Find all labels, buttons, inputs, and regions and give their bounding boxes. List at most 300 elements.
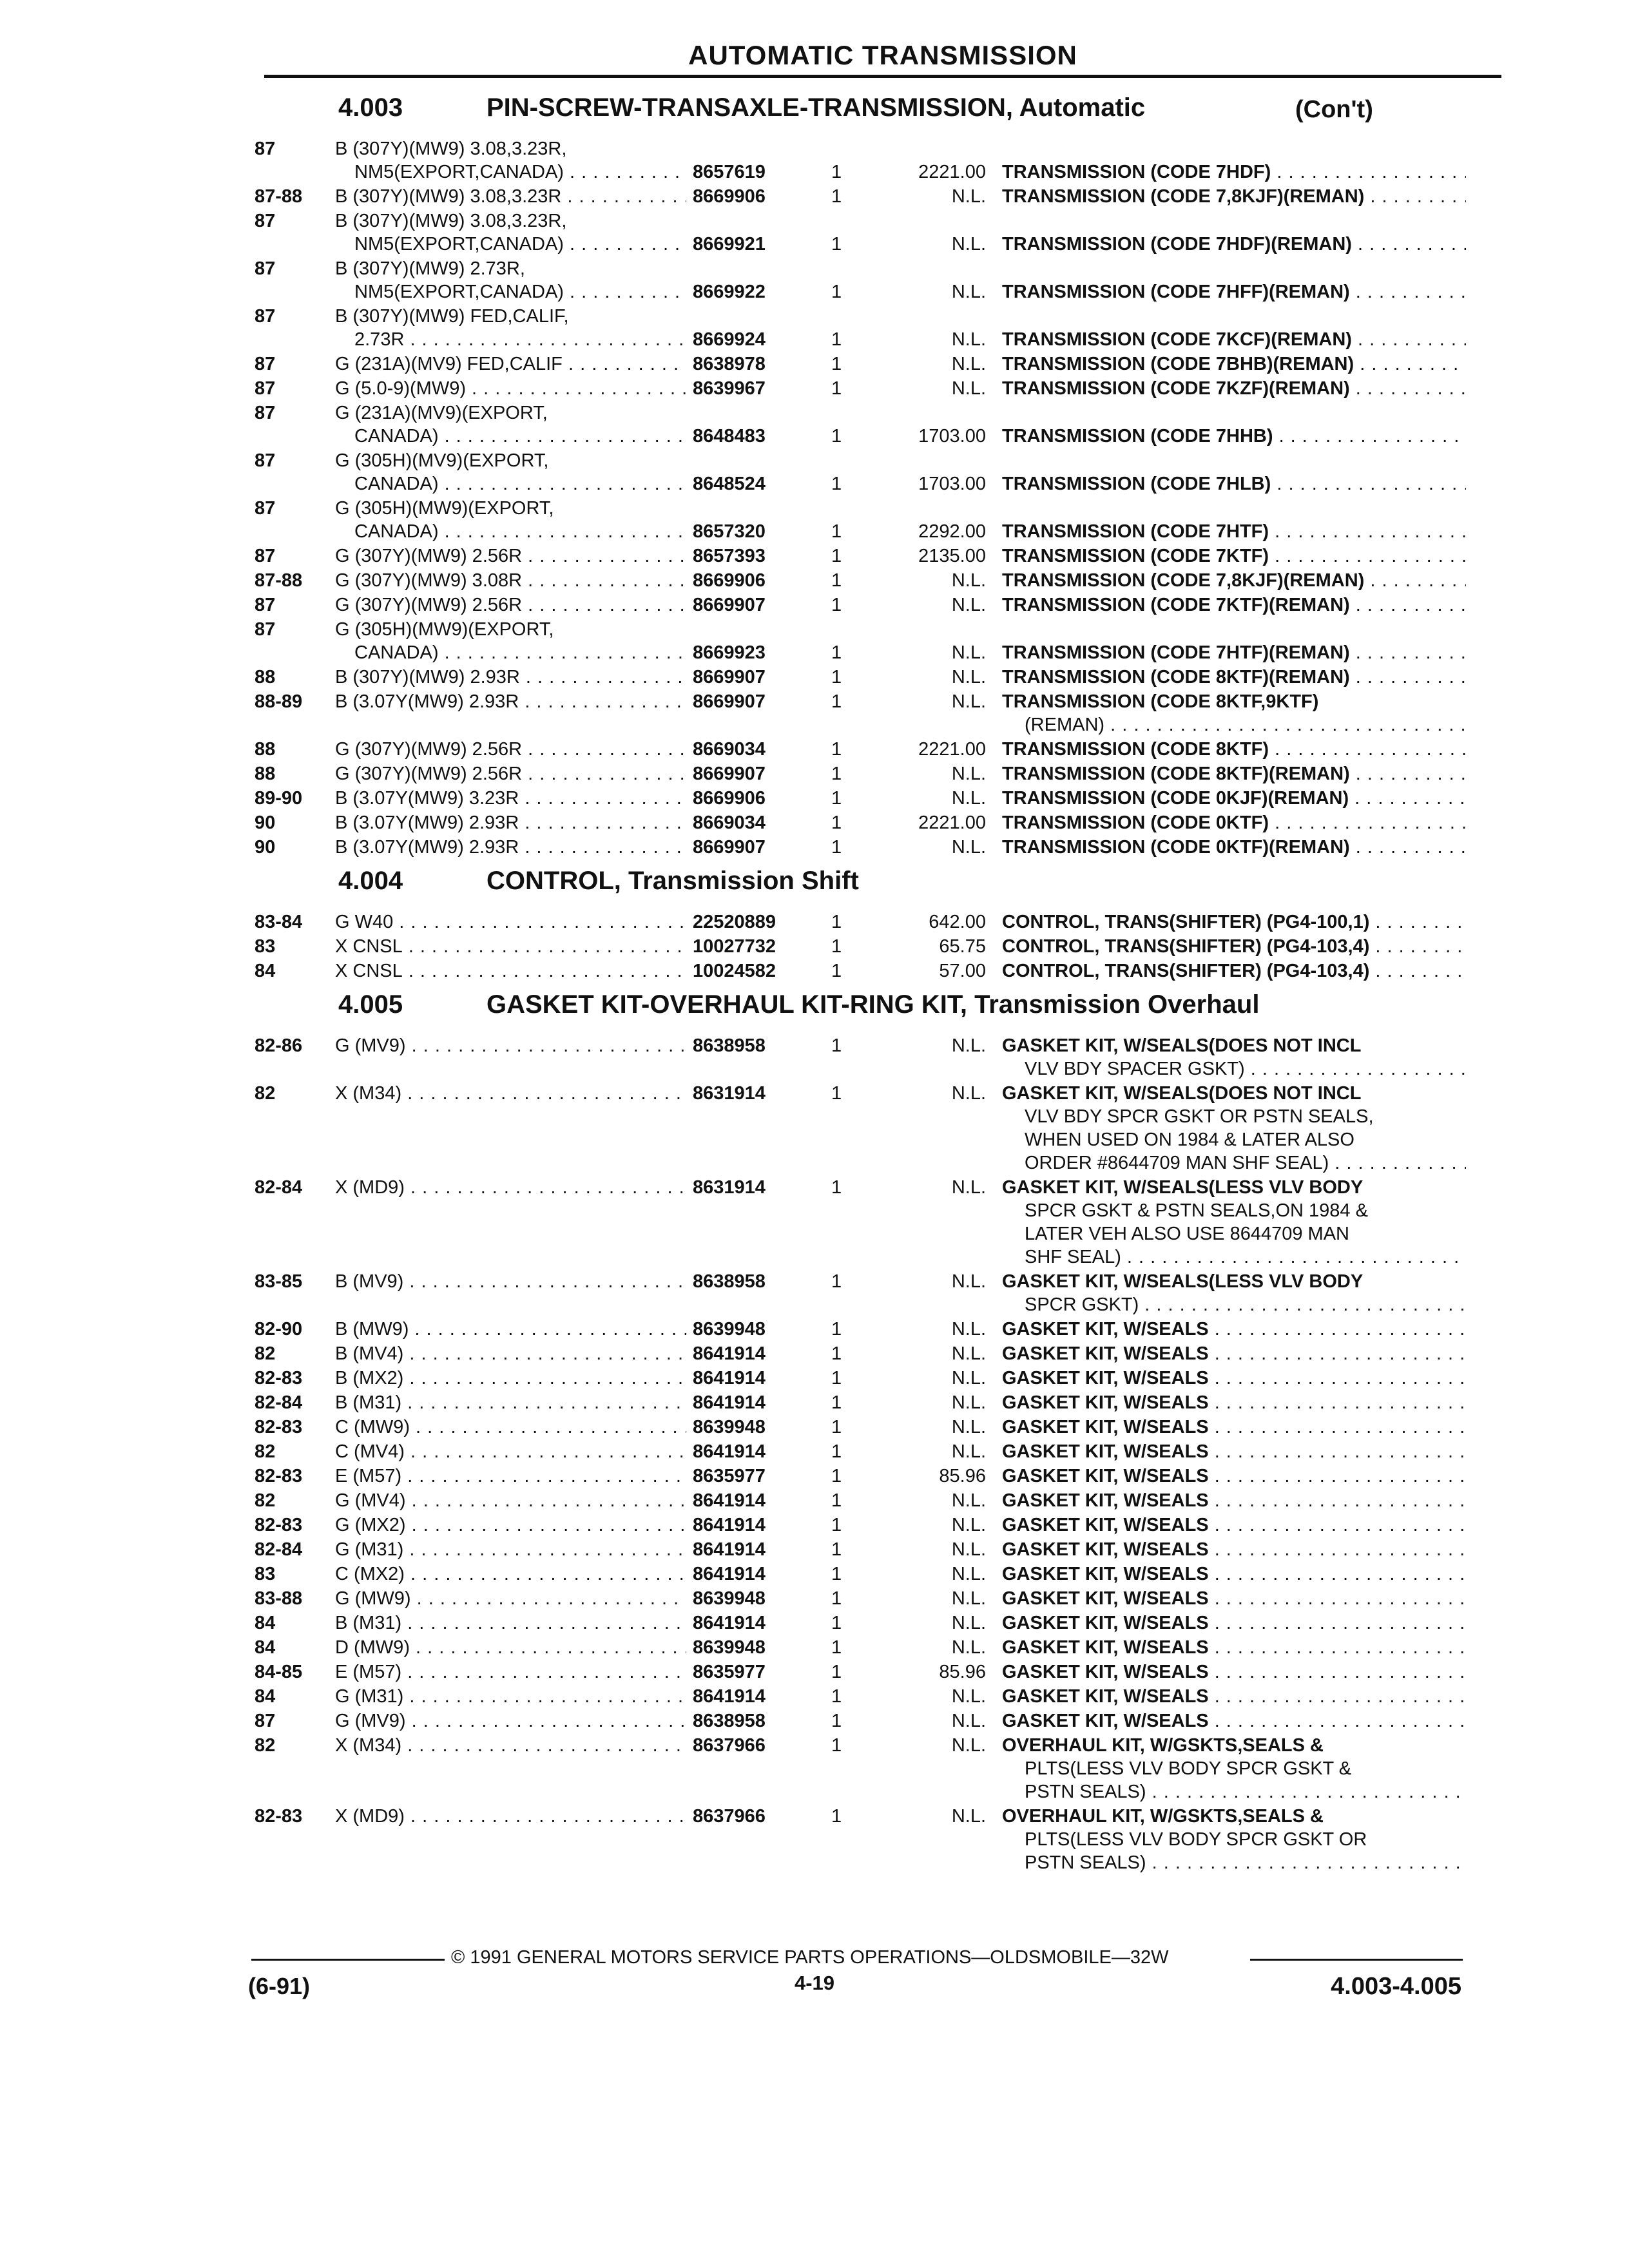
- table-row: [0, 811, 1629, 836]
- description-line: B (3.07Y(MW9) 2.93R . . .: [335, 811, 686, 834]
- part-name-line: GASKET KIT, W/SEALS . . .: [1002, 1514, 1466, 1537]
- description-line: X CNSL . . .: [335, 935, 686, 958]
- description-line: 2.73R . . .: [335, 328, 686, 351]
- part-name-line: TRANSMISSION (CODE 0KTF) . . .: [1002, 811, 1466, 834]
- part-number: 8639948: [693, 1319, 766, 1340]
- description-line: B (3.07Y(MW9) 2.93R . . .: [335, 690, 686, 713]
- description-line: B (3.07Y(MW9) 3.23R . . .: [335, 787, 686, 810]
- table-row: [0, 1514, 1629, 1538]
- description-line: NM5(EXPORT,CANADA) . . .: [335, 160, 686, 184]
- model-year: 87-88: [255, 186, 303, 207]
- part-number: 8641914: [693, 1490, 766, 1511]
- part-name-line: TRANSMISSION (CODE 7KTF) . . .: [1002, 544, 1466, 568]
- part-name: [1002, 836, 1466, 859]
- model-year: 87: [255, 139, 276, 159]
- model-description: [335, 1489, 686, 1512]
- table-row: [0, 544, 1629, 569]
- table-row: [0, 352, 1629, 377]
- part-name-line: GASKET KIT, W/SEALS . . .: [1002, 1440, 1466, 1463]
- quantity: 1: [831, 546, 842, 566]
- quantity: 1: [831, 570, 842, 591]
- quantity: 1: [831, 186, 842, 207]
- quantity: 1: [831, 788, 842, 809]
- model-year: 84-85: [255, 1662, 303, 1682]
- quantity: 1: [831, 961, 842, 981]
- table-row: [0, 762, 1629, 787]
- part-number: 8638958: [693, 1711, 766, 1731]
- price: N.L.: [951, 329, 986, 350]
- part-number: 8669906: [693, 186, 766, 207]
- description-line: G (M31) . . .: [335, 1538, 686, 1561]
- part-number: 8669906: [693, 570, 766, 591]
- part-number: 8637966: [693, 1735, 766, 1756]
- model-description: [335, 257, 686, 303]
- model-description: [335, 935, 686, 958]
- model-year: 89-90: [255, 788, 303, 809]
- part-name: [1002, 328, 1466, 351]
- part-number: 8635977: [693, 1662, 766, 1682]
- price: N.L.: [951, 1490, 986, 1511]
- table-row: [0, 1709, 1629, 1734]
- part-name: [1002, 544, 1466, 568]
- model-description: [335, 959, 686, 983]
- model-description: [335, 738, 686, 761]
- model-year: 82: [255, 1735, 276, 1756]
- model-description: [335, 1318, 686, 1341]
- part-number: 8669907: [693, 595, 766, 615]
- part-name: [1002, 1709, 1466, 1733]
- description-line: NM5(EXPORT,CANADA) . . .: [335, 280, 686, 303]
- part-number: 8648524: [693, 474, 766, 494]
- description-line: G (305H)(MW9)(EXPORT,: [335, 498, 554, 519]
- model-description: [335, 1805, 686, 1828]
- price: 57.00: [939, 961, 986, 981]
- part-name: [1002, 520, 1466, 543]
- part-name-line: PLTS(LESS VLV BODY SPCR GSKT OR: [1025, 1829, 1367, 1850]
- description-line: X (MD9) . . .: [335, 1805, 686, 1828]
- quantity: 1: [831, 1564, 842, 1584]
- description-line: B (307Y)(MW9) 3.08,3.23R . . .: [335, 185, 686, 208]
- part-name-line: GASKET KIT, W/SEALS . . .: [1002, 1318, 1466, 1341]
- model-description: [335, 449, 686, 495]
- price: N.L.: [951, 1441, 986, 1462]
- price: 2135.00: [918, 546, 986, 566]
- part-name-line: PLTS(LESS VLV BODY SPCR GSKT &: [1025, 1758, 1352, 1779]
- price: 1703.00: [918, 474, 986, 494]
- model-description: [335, 1636, 686, 1659]
- price: N.L.: [951, 1392, 986, 1413]
- table-row: [0, 1367, 1629, 1391]
- section-continued: (Con't): [1295, 96, 1373, 123]
- model-description: [335, 1709, 686, 1733]
- price: N.L.: [951, 1083, 986, 1104]
- model-description: [335, 1342, 686, 1365]
- footer-rule-right: [1250, 1959, 1463, 1961]
- quantity: 1: [831, 1613, 842, 1633]
- description-line: E (M57) . . .: [335, 1660, 686, 1684]
- quantity: 1: [831, 162, 842, 182]
- description-line: X (MD9) . . .: [335, 1176, 686, 1199]
- part-name-line: GASKET KIT, W/SEALS . . .: [1002, 1660, 1466, 1684]
- table-row: [0, 738, 1629, 762]
- quantity: 1: [831, 1368, 842, 1389]
- description-line: C (MX2) . . .: [335, 1562, 686, 1586]
- table-row: [0, 1538, 1629, 1562]
- table-row: [0, 1805, 1629, 1876]
- part-name-line: TRANSMISSION (CODE 7KTF)(REMAN) . . .: [1002, 593, 1466, 617]
- date-code: (6-91): [248, 1973, 311, 1999]
- section-heading: [0, 87, 1629, 137]
- part-number: 22520889: [693, 912, 776, 932]
- part-number: 8639967: [693, 378, 766, 399]
- description-line: NM5(EXPORT,CANADA) . . .: [335, 233, 686, 256]
- model-description: [335, 1367, 686, 1390]
- model-year: 87: [255, 595, 276, 615]
- part-name-line: GASKET KIT, W/SEALS . . .: [1002, 1489, 1466, 1512]
- model-description: [335, 1082, 686, 1105]
- model-description: [335, 1270, 686, 1293]
- part-name: [1002, 811, 1466, 834]
- quantity: 1: [831, 378, 842, 399]
- quantity: 1: [831, 1343, 842, 1364]
- model-description: [335, 185, 686, 208]
- part-name-line: TRANSMISSION (CODE 8KTF)(REMAN) . . .: [1002, 762, 1466, 785]
- model-description: [335, 1538, 686, 1561]
- part-number: 8641914: [693, 1686, 766, 1707]
- description-line: B (3.07Y(MW9) 2.93R . . .: [335, 836, 686, 859]
- part-number: 8657619: [693, 162, 766, 182]
- part-number: 8648483: [693, 426, 766, 447]
- part-name-line: OVERHAUL KIT, W/GSKTS,SEALS &: [1002, 1735, 1324, 1756]
- table-row: [0, 137, 1629, 185]
- part-name: [1002, 1440, 1466, 1463]
- model-description: [335, 762, 686, 785]
- model-year: 87: [255, 450, 276, 471]
- price: N.L.: [951, 186, 986, 207]
- price: 2221.00: [918, 812, 986, 833]
- description-line: G (305H)(MW9)(EXPORT,: [335, 619, 554, 640]
- quantity: 1: [831, 474, 842, 494]
- part-name: [1002, 1082, 1466, 1175]
- description-line: E (M57) . . .: [335, 1465, 686, 1488]
- part-name-line: TRANSMISSION (CODE 7,8KJF)(REMAN) . . .: [1002, 569, 1466, 592]
- part-name-line: (REMAN) . . .: [1002, 713, 1466, 736]
- model-year: 82-83: [255, 1466, 303, 1486]
- table-row: [0, 1636, 1629, 1660]
- model-year: 87: [255, 619, 276, 640]
- part-name-line: GASKET KIT, W/SEALS(LESS VLV BODY: [1002, 1177, 1364, 1198]
- description-line: G (307Y)(MW9) 2.56R . . .: [335, 544, 686, 568]
- model-description: [335, 666, 686, 689]
- table-row: [0, 1034, 1629, 1082]
- part-name-line: CONTROL, TRANS(SHIFTER) (PG4-100,1) . . .: [1002, 910, 1466, 934]
- quantity: 1: [831, 691, 842, 712]
- part-name-line: GASKET KIT, W/SEALS . . .: [1002, 1636, 1466, 1659]
- price: N.L.: [951, 1711, 986, 1731]
- part-name-line: TRANSMISSION (CODE 8KTF,9KTF): [1002, 691, 1319, 712]
- part-name: [1002, 1270, 1466, 1316]
- price: N.L.: [951, 1588, 986, 1609]
- part-number: 8669907: [693, 837, 766, 858]
- description-line: G (231A)(MV9)(EXPORT,: [335, 403, 548, 423]
- part-number: 8669924: [693, 329, 766, 350]
- quantity: 1: [831, 739, 842, 760]
- quantity: 1: [831, 1319, 842, 1340]
- part-name: [1002, 569, 1466, 592]
- part-number: 8641914: [693, 1343, 766, 1364]
- table-row: [0, 1416, 1629, 1440]
- part-name-line: GASKET KIT, W/SEALS . . .: [1002, 1538, 1466, 1561]
- part-number: 8638978: [693, 354, 766, 374]
- part-name-line: TRANSMISSION (CODE 7HFF)(REMAN) . . .: [1002, 280, 1466, 303]
- table-row: [0, 185, 1629, 209]
- header-rule: [264, 75, 1501, 78]
- price: 2221.00: [918, 162, 986, 182]
- part-number: 8631914: [693, 1177, 766, 1198]
- table-row: [0, 1440, 1629, 1465]
- part-name: [1002, 787, 1466, 810]
- price: 2221.00: [918, 739, 986, 760]
- model-year: 84: [255, 1613, 276, 1633]
- part-name: [1002, 1587, 1466, 1610]
- table-row: [0, 618, 1629, 666]
- table-row: [0, 1734, 1629, 1805]
- model-year: 82-83: [255, 1368, 303, 1389]
- model-year: 82-84: [255, 1539, 303, 1560]
- table-row: [0, 1318, 1629, 1342]
- part-name-line: GASKET KIT, W/SEALS . . .: [1002, 1367, 1466, 1390]
- model-description: [335, 1514, 686, 1537]
- model-year: 83-85: [255, 1271, 303, 1292]
- table-row: [0, 593, 1629, 618]
- quantity: 1: [831, 912, 842, 932]
- table-row: [0, 209, 1629, 257]
- model-description: [335, 352, 686, 376]
- table-row: [0, 1685, 1629, 1709]
- description-line: CANADA) . . .: [335, 520, 686, 543]
- model-year: 82-84: [255, 1392, 303, 1413]
- model-year: 88: [255, 667, 276, 687]
- model-year: 83: [255, 1564, 276, 1584]
- model-year: 82: [255, 1441, 276, 1462]
- part-number: 8641914: [693, 1539, 766, 1560]
- model-year: 82-86: [255, 1035, 303, 1056]
- quantity: 1: [831, 1177, 842, 1198]
- model-description: [335, 137, 686, 184]
- page-range: 4.003-4.005: [1331, 1973, 1461, 2000]
- part-name: [1002, 666, 1466, 689]
- part-number: 8639948: [693, 1417, 766, 1437]
- model-description: [335, 1176, 686, 1199]
- price: N.L.: [951, 1637, 986, 1658]
- description-line: B (MV4) . . .: [335, 1342, 686, 1365]
- table-row: [0, 257, 1629, 305]
- model-year: 90: [255, 812, 276, 833]
- part-name: [1002, 593, 1466, 617]
- part-number: 8641914: [693, 1441, 766, 1462]
- model-year: 84: [255, 961, 276, 981]
- copyright-notice: © 1991 GENERAL MOTORS SERVICE PARTS OPERATIONS—OLDSMOBILE—32W: [451, 1947, 1169, 1968]
- price: 2292.00: [918, 521, 986, 542]
- part-name-line: TRANSMISSION (CODE 7HTF) . . .: [1002, 520, 1466, 543]
- section-number: 4.003: [338, 93, 403, 122]
- price: N.L.: [951, 1271, 986, 1292]
- description-line: G (307Y)(MW9) 2.56R . . .: [335, 593, 686, 617]
- model-description: [335, 1734, 686, 1757]
- part-name-line: CONTROL, TRANS(SHIFTER) (PG4-103,4) . . .: [1002, 935, 1466, 958]
- quantity: 1: [831, 1490, 842, 1511]
- model-description: [335, 401, 686, 448]
- table-row: [0, 1611, 1629, 1636]
- price: N.L.: [951, 1319, 986, 1340]
- model-year: 87-88: [255, 570, 303, 591]
- quantity: 1: [831, 837, 842, 858]
- table-row: [0, 690, 1629, 738]
- quantity: 1: [831, 1806, 842, 1827]
- part-name: [1002, 1367, 1466, 1390]
- price: N.L.: [951, 354, 986, 374]
- table-row: [0, 449, 1629, 497]
- model-description: [335, 1416, 686, 1439]
- part-name-line: ORDER #8644709 MAN SHF SEAL) . . .: [1002, 1151, 1466, 1175]
- part-number: 8639948: [693, 1637, 766, 1658]
- section-heading: [0, 984, 1629, 1034]
- part-name: [1002, 762, 1466, 785]
- page-title: AUTOMATIC TRANSMISSION: [688, 40, 1077, 70]
- quantity: 1: [831, 1417, 842, 1437]
- model-year: 87: [255, 258, 276, 279]
- part-name: [1002, 935, 1466, 958]
- quantity: 1: [831, 521, 842, 542]
- part-name-line: GASKET KIT, W/SEALS . . .: [1002, 1342, 1466, 1365]
- parts-list: [0, 87, 1629, 1876]
- quantity: 1: [831, 1441, 842, 1462]
- part-name-line: LATER VEH ALSO USE 8644709 MAN: [1025, 1224, 1349, 1244]
- price: N.L.: [951, 788, 986, 809]
- table-row: [0, 497, 1629, 544]
- part-number: 8669923: [693, 642, 766, 663]
- quantity: 1: [831, 1466, 842, 1486]
- model-description: [335, 569, 686, 592]
- description-line: G W40 . . .: [335, 910, 686, 934]
- part-name-line: VLV BDY SPCR GSKT OR PSTN SEALS,: [1025, 1106, 1374, 1127]
- part-name: [1002, 690, 1466, 736]
- part-name: [1002, 738, 1466, 761]
- price: N.L.: [951, 1417, 986, 1437]
- model-year: 87: [255, 378, 276, 399]
- model-description: [335, 811, 686, 834]
- part-number: 8637966: [693, 1806, 766, 1827]
- description-line: X (M34) . . .: [335, 1082, 686, 1105]
- description-line: B (307Y)(MW9) 3.08,3.23R,: [335, 139, 567, 159]
- part-name: [1002, 1562, 1466, 1586]
- description-line: C (MW9) . . .: [335, 1416, 686, 1439]
- part-name: [1002, 1342, 1466, 1365]
- section-title: GASKET KIT-OVERHAUL KIT-RING KIT, Transmission Overhaul: [487, 990, 1260, 1019]
- part-name: [1002, 1685, 1466, 1708]
- description-line: B (MV9) . . .: [335, 1270, 686, 1293]
- part-name: [1002, 1391, 1466, 1414]
- price: N.L.: [951, 837, 986, 858]
- quantity: 1: [831, 812, 842, 833]
- model-year: 90: [255, 837, 276, 858]
- quantity: 1: [831, 1271, 842, 1292]
- part-number: 10024582: [693, 961, 776, 981]
- part-name: [1002, 910, 1466, 934]
- model-year: 83-84: [255, 912, 303, 932]
- part-name: [1002, 1489, 1466, 1512]
- part-number: 8669921: [693, 234, 766, 255]
- quantity: 1: [831, 1515, 842, 1535]
- part-number: 8657393: [693, 546, 766, 566]
- part-name-line: GASKET KIT, W/SEALS . . .: [1002, 1465, 1466, 1488]
- part-name: [1002, 233, 1466, 256]
- model-year: 87: [255, 498, 276, 519]
- part-name-line: TRANSMISSION (CODE 7BHB)(REMAN) . . .: [1002, 352, 1466, 376]
- price: N.L.: [951, 1686, 986, 1707]
- part-name: [1002, 280, 1466, 303]
- part-number: 8669907: [693, 691, 766, 712]
- part-name: [1002, 425, 1466, 448]
- model-description: [335, 1440, 686, 1463]
- table-row: [0, 1465, 1629, 1489]
- description-line: G (M31) . . .: [335, 1685, 686, 1708]
- part-name-line: GASKET KIT, W/SEALS . . .: [1002, 1685, 1466, 1708]
- quantity: 1: [831, 1735, 842, 1756]
- price: N.L.: [951, 282, 986, 302]
- quantity: 1: [831, 1588, 842, 1609]
- quantity: 1: [831, 595, 842, 615]
- table-row: [0, 1391, 1629, 1416]
- price: N.L.: [951, 1177, 986, 1198]
- part-number: 8669034: [693, 812, 766, 833]
- table-row: [0, 787, 1629, 811]
- price: N.L.: [951, 1735, 986, 1756]
- table-row: [0, 569, 1629, 593]
- price: N.L.: [951, 642, 986, 663]
- model-description: [335, 1587, 686, 1610]
- description-line: G (307Y)(MW9) 3.08R . . .: [335, 569, 686, 592]
- description-line: G (MX2) . . .: [335, 1514, 686, 1537]
- part-name-line: SHF SEAL) . . .: [1002, 1245, 1466, 1269]
- part-name-line: TRANSMISSION (CODE 8KTF)(REMAN) . . .: [1002, 666, 1466, 689]
- quantity: 1: [831, 642, 842, 663]
- price: N.L.: [951, 378, 986, 399]
- part-name: [1002, 1176, 1466, 1269]
- part-name: [1002, 959, 1466, 983]
- part-name-line: TRANSMISSION (CODE 0KJF)(REMAN) . . .: [1002, 787, 1466, 810]
- section-number: 4.005: [338, 990, 403, 1019]
- model-year: 84: [255, 1686, 276, 1707]
- description-line: G (231A)(MV9) FED,CALIF . . .: [335, 352, 686, 376]
- table-row: [0, 1489, 1629, 1514]
- part-name-line: GASKET KIT, W/SEALS . . .: [1002, 1587, 1466, 1610]
- price: N.L.: [951, 1035, 986, 1056]
- quantity: 1: [831, 1662, 842, 1682]
- part-name: [1002, 1611, 1466, 1635]
- model-description: [335, 593, 686, 617]
- model-description: [335, 690, 686, 713]
- footer-rule-left: [251, 1959, 445, 1961]
- part-name-line: TRANSMISSION (CODE 7HHB) . . .: [1002, 425, 1466, 448]
- price: N.L.: [951, 1564, 986, 1584]
- part-name-line: GASKET KIT, W/SEALS(DOES NOT INCL: [1002, 1083, 1362, 1104]
- model-year: 87: [255, 306, 276, 327]
- quantity: 1: [831, 1392, 842, 1413]
- price: N.L.: [951, 691, 986, 712]
- part-name-line: TRANSMISSION (CODE 0KTF)(REMAN) . . .: [1002, 836, 1466, 859]
- description-line: G (305H)(MV9)(EXPORT,: [335, 450, 549, 471]
